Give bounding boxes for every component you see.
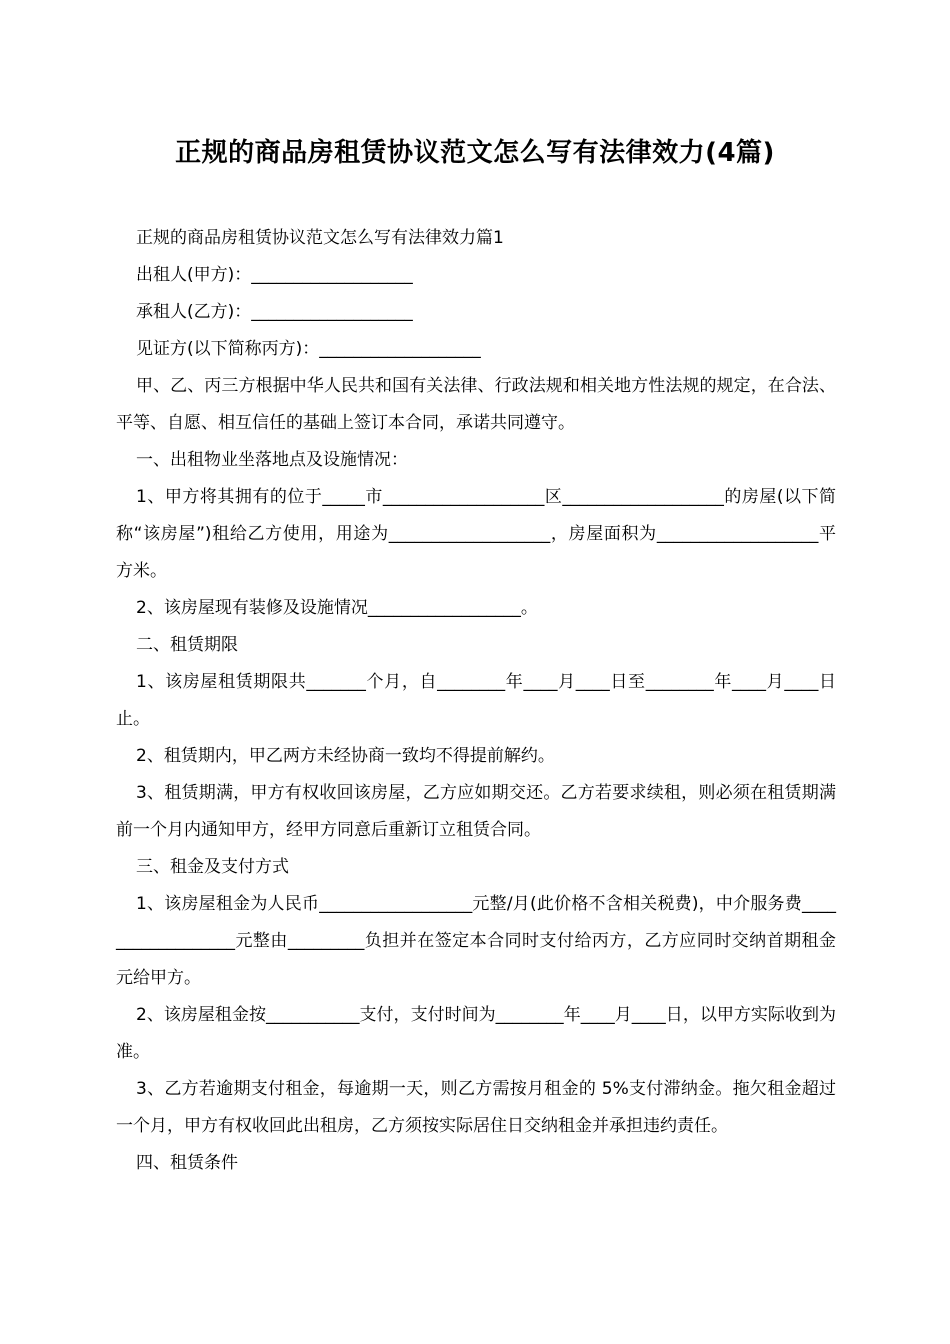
paragraph-witness: 见证方(以下简称丙方)：___________________ — [136, 339, 481, 359]
paragraph-clause-1-1: 1、甲方将其拥有的位于_____市___________________区___________________的房屋(以下简称“该房屋”)租给乙方使用，用途为___________________，房屋面积为___________________平方米。 — [116, 487, 836, 581]
paragraph-lessee: 承租人(乙方)：___________________ — [136, 302, 413, 322]
paragraph-clause-2-1: 1、该房屋租赁期限共_______个月，自________年____月____日至________年____月____日止。 — [116, 672, 836, 729]
paragraph-heading-1: 一、出租物业坐落地点及设施情况： — [136, 450, 408, 470]
paragraph-clause-2-3: 3、租赁期满，甲方有权收回该房屋，乙方应如期交还。乙方若要求续租，则必须在租赁期满前一个月内通知甲方，经甲方同意后重新订立租赁合同。 — [116, 783, 836, 840]
paragraph-preamble: 甲、乙、丙三方根据中华人民共和国有关法律、行政法规和相关地方性法规的规定，在合法、平等、自愿、相互信任的基础上签订本合同，承诺共同遵守。 — [116, 376, 836, 433]
paragraph-heading-2: 二、租赁期限 — [136, 635, 238, 655]
paragraph-heading-3: 三、租金及支付方式 — [136, 857, 289, 877]
paragraph-clause-2-2: 2、租赁期内，甲乙两方未经协商一致均不得提前解约。 — [136, 746, 555, 766]
paragraph-section-heading: 正规的商品房租赁协议范文怎么写有法律效力篇1 — [136, 228, 504, 248]
document-body — [116, 220, 836, 1182]
paragraph-heading-4: 四、租赁条件 — [136, 1153, 238, 1173]
paragraph-clause-3-1: 1、该房屋租金为人民币__________________元整/月(此价格不含相关税费)，中介服务费__________________元整由_________负担并在签定本合同时支付给丙方，乙方应同时交纳首期租金元给甲方。 — [116, 894, 836, 988]
paragraph-lessor: 出租人(甲方)：___________________ — [136, 265, 413, 285]
paragraph-clause-1-2: 2、该房屋现有装修及设施情况__________________。 — [136, 598, 538, 618]
document-title: 正规的商品房租赁协议范文怎么写有法律效力(4篇) — [175, 138, 775, 168]
paragraph-clause-3-3: 3、乙方若逾期支付租金，每逾期一天，则乙方需按月租金的 5%支付滞纳金。拖欠租金超过一个月，甲方有权收回此出租房，乙方须按实际居住日交纳租金并承担违约责任。 — [116, 1079, 836, 1136]
paragraph-clause-3-2: 2、该房屋租金按___________支付，支付时间为________年____月____日，以甲方实际收到为准。 — [116, 1005, 836, 1062]
